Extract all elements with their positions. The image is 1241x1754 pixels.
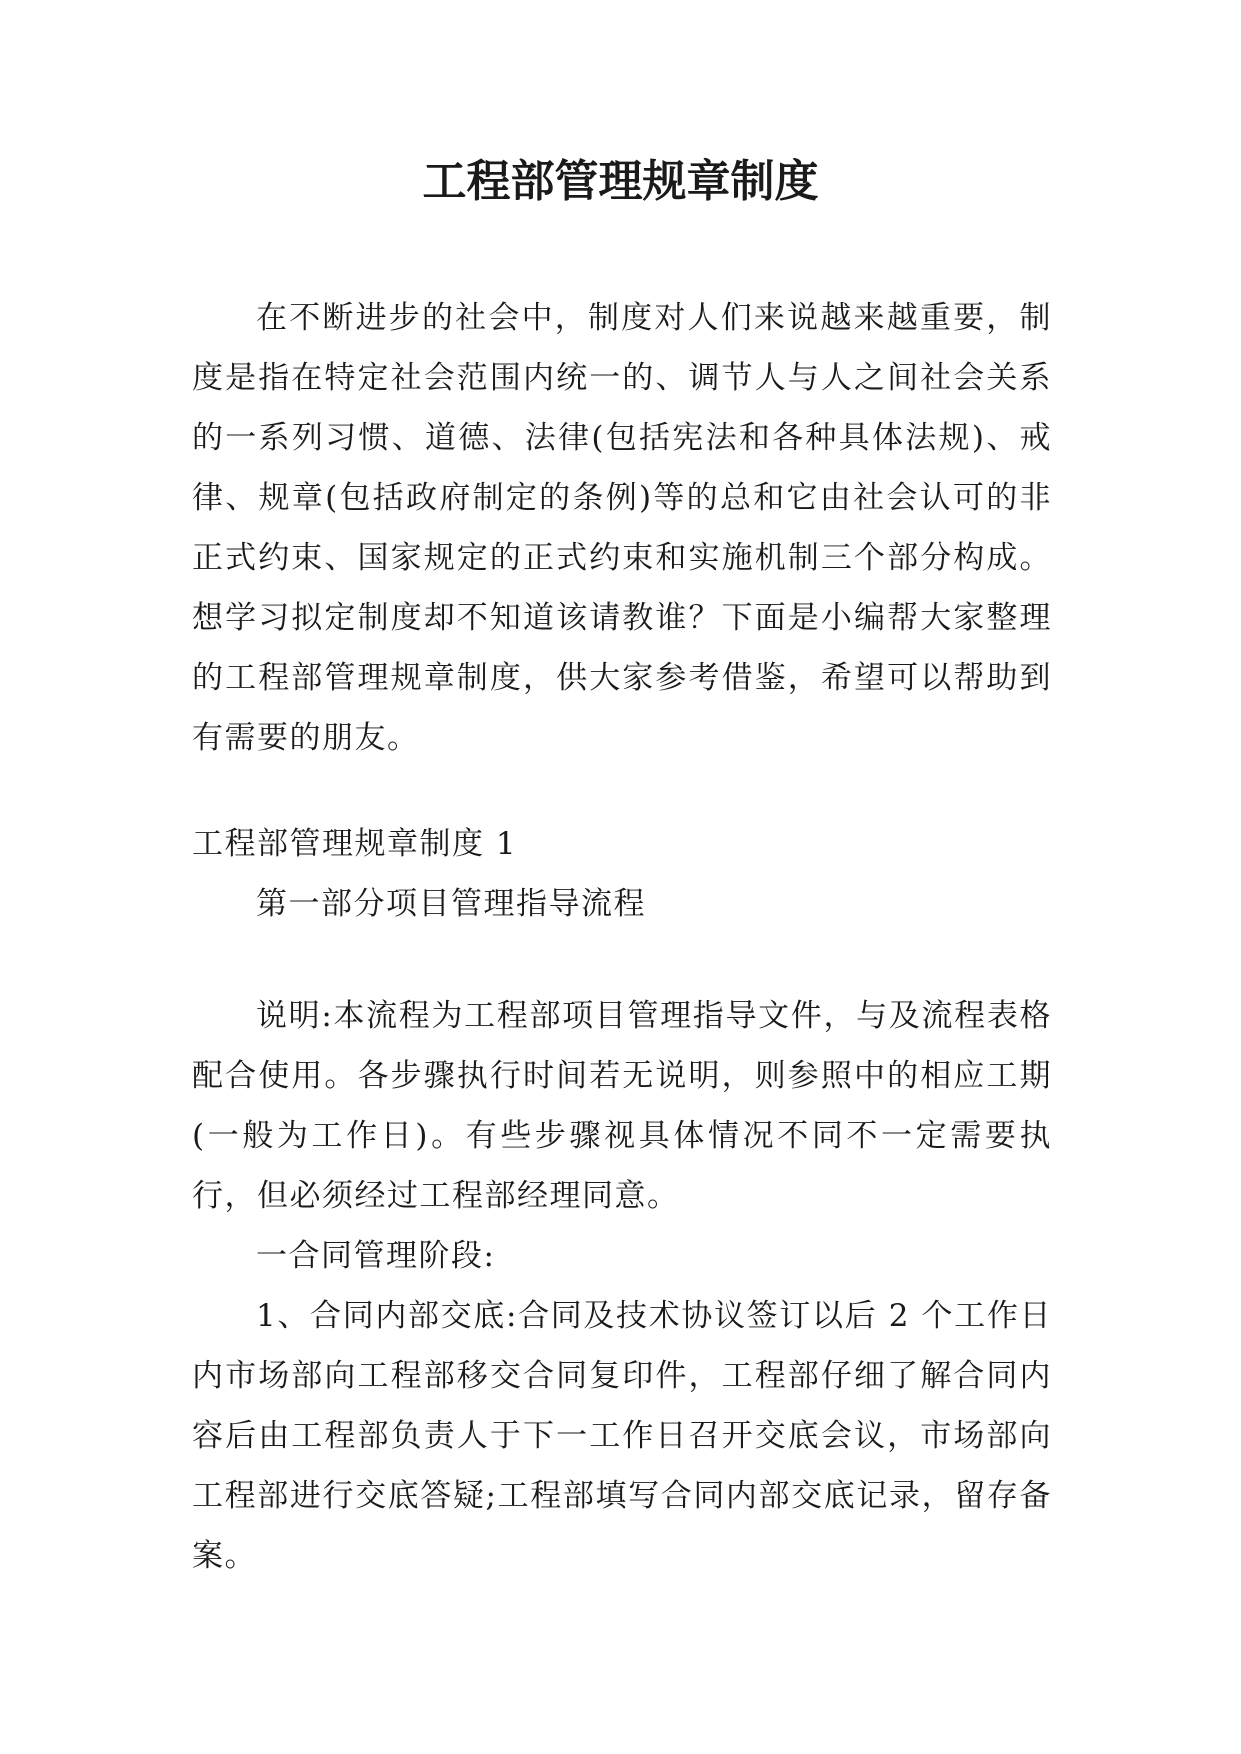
stage-heading: 一合同管理阶段: [256, 1238, 496, 1274]
intro-section [192, 288, 1052, 768]
section-heading: 工程部管理规章制度 1 [192, 826, 518, 862]
part-heading-block [192, 874, 1052, 934]
section-heading-block [192, 814, 1052, 874]
explanation-paragraph: 说明:本流程为工程部项目管理指导文件，与及流程表格配合使用。各步骤执行时间若无说明，则参照中的相应工期(一般为工作日)。有些步骤视具体情况不同不一定需要执行，但必须经过工程部经理同意。 [192, 998, 1052, 1214]
document-title: 工程部管理规章制度 [422, 156, 819, 207]
content-section [192, 986, 1052, 1586]
item-1-paragraph: 1、合同内部交底:合同及技术协议签订以后 2 个工作日内市场部向工程部移交合同复印件，工程部仔细了解合同内容后由工程部负责人于下一工作日召开交底会议，市场部向工程部进行交底答疑;工程部填写合同内部交底记录，留存备案。 [192, 1298, 1052, 1574]
part-heading: 第一部分项目管理指导流程 [256, 886, 646, 922]
intro-paragraph: 在不断进步的社会中，制度对人们来说越来越重要，制度是指在特定社会范围内统一的、调节人与人之间社会关系的一系列习惯、道德、法律(包括宪法和各种具体法规)、戒律、规章(包括政府制定的条例)等的总和它由社会认可的非正式约束、国家规定的正式约束和实施机制三个部分构成。想学习拟定制度却不知道该请教谁？下面是小编帮大家整理的工程部管理规章制度，供大家参考借鉴，希望可以帮助到有需要的朋友。 [192, 300, 1052, 756]
